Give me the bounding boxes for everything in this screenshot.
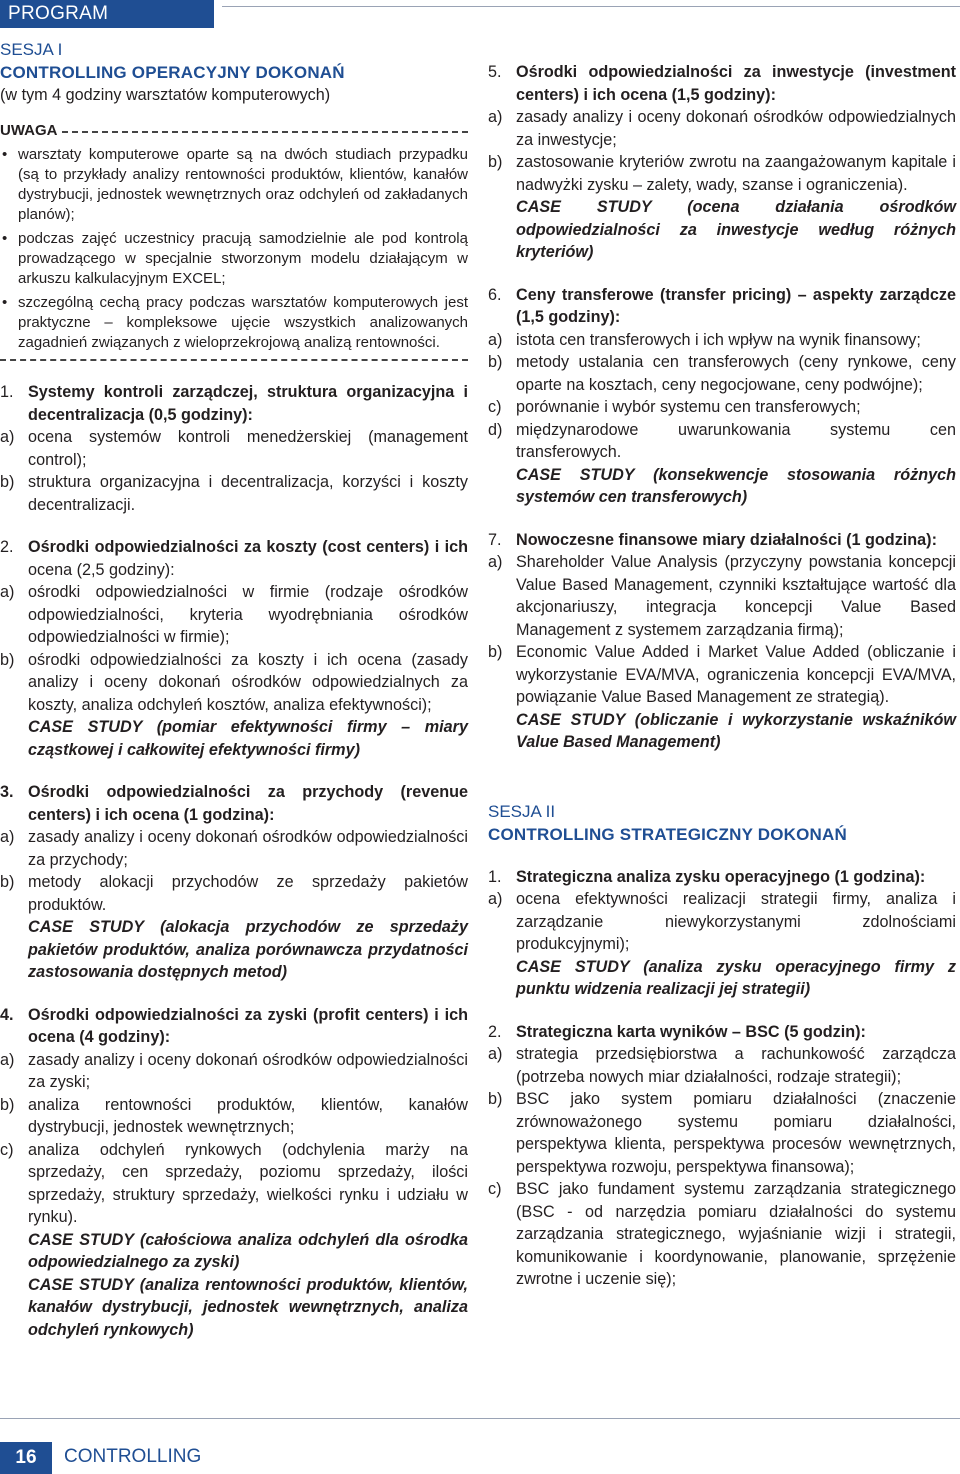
item-text: ocena efektywności realizacji strategii firmy, analiza i zarządzanie niewykorzystanymi zdolnościami produkcyjnymi); xyxy=(516,890,956,953)
item-text: ocena systemów kontroli menedżerskiej (management control); xyxy=(28,428,468,469)
section-number: 6. xyxy=(488,285,502,304)
item-text: analiza rentowności produktów, klientów, kanałów dystrybucji, jednostek wewnętrznych; xyxy=(28,1095,468,1136)
item-label: a) xyxy=(0,428,15,446)
item-label: c) xyxy=(0,1140,14,1159)
section-heading xyxy=(488,529,956,552)
uwaga-dash-bottom xyxy=(0,359,468,361)
sesja-2-label: SESJA II xyxy=(488,801,556,821)
uwaga-header xyxy=(0,121,468,141)
case-study: CASE STUDY (ocena działania ośrodków odpowiedzialności za inwestycje według różnych kryteriów) xyxy=(516,198,956,261)
section-heading xyxy=(488,866,956,889)
footer-rule xyxy=(0,1418,960,1419)
item-text: ośrodki odpowiedzialności w firmie (rodzaje ośrodków odpowiedzialności, kryteria wyodrębniania ośrodków odpowiedzialności w firmie); xyxy=(28,583,468,646)
uwaga-box xyxy=(0,121,468,361)
list-item xyxy=(488,396,956,419)
section-number: 1. xyxy=(488,867,502,886)
uwaga-bullet: • szczególną cechą pracy podczas warsztatów komputerowych jest praktyczne – kompleksowe ujęcie wszystkich analizowanych zagadnień związanych z wieloprzekrojową analizą rentowności. xyxy=(0,293,468,353)
section-2 xyxy=(0,536,468,761)
list-item xyxy=(488,151,956,196)
list-item xyxy=(0,471,468,516)
list-item xyxy=(0,1139,468,1229)
item-label: a) xyxy=(488,890,503,908)
section-number: 1. xyxy=(0,383,14,401)
sesja-1-title: CONTROLLING OPERACYJNY DOKONAŃ xyxy=(0,63,345,82)
item-label: a) xyxy=(0,583,15,601)
item-label: d) xyxy=(488,420,503,439)
list-item xyxy=(488,106,956,151)
section-number: 7. xyxy=(488,530,502,549)
section-title: Ośrodki odpowiedzialności za inwestycje (investment centers) i ich ocena (1,5 godziny): xyxy=(516,63,956,104)
item-label: a) xyxy=(0,1050,15,1069)
section-heading xyxy=(0,381,468,426)
sesja-2-title: CONTROLLING STRATEGICZNY DOKONAŃ xyxy=(488,824,847,844)
item-label: a) xyxy=(488,553,503,571)
section-heading xyxy=(488,284,956,329)
item-text: analiza odchyleń rynkowych (odchylenia marży na sprzedaży, cen sprzedaży, poziomu sprzedaży, ilości sprzedaży, struktury sprzedaży, wielkości rynku i udziału w rynku). xyxy=(28,1140,468,1226)
item-text: metody alokacji przychodów ze sprzedaży pakietów produktów. xyxy=(28,873,468,914)
list-item xyxy=(488,351,956,396)
section-title: Strategiczna analiza zysku operacyjnego (1 godzina): xyxy=(516,867,926,886)
uwaga-title: UWAGA xyxy=(0,122,58,139)
section-title-bold: Ośrodki odpowiedzialności za koszty (cost centers) i ich xyxy=(28,538,468,556)
list-item xyxy=(0,826,468,871)
section-4 xyxy=(0,1004,468,1342)
section-title: Strategiczna karta wyników – BSC (5 godzin): xyxy=(516,1022,866,1041)
sesja-1-label: SESJA I xyxy=(0,40,63,59)
list-item xyxy=(488,1043,956,1088)
item-label: c) xyxy=(488,1180,502,1198)
list-item xyxy=(0,649,468,717)
list-item xyxy=(488,1088,956,1178)
section-number: 5. xyxy=(488,63,502,81)
item-label: b) xyxy=(488,1090,503,1108)
item-label: a) xyxy=(488,108,503,126)
section-number: 2. xyxy=(488,1022,502,1041)
item-text: metody ustalania cen transferowych (ceny rynkowe, ceny oparte na kosztach, ceny negocjowane, ceny podwójne); xyxy=(516,353,956,394)
section-title xyxy=(28,536,468,581)
sesja-2-section-2 xyxy=(488,1021,956,1291)
list-item xyxy=(488,329,956,352)
item-text: porównanie i wybór systemu cen transferowych; xyxy=(516,398,861,416)
right-column xyxy=(488,61,956,1291)
section-heading xyxy=(488,61,956,106)
case-study: CASE STUDY (obliczanie i wykorzystanie wskaźników Value Based Management) xyxy=(516,710,956,751)
section-number: 3. xyxy=(0,783,14,801)
item-label: a) xyxy=(0,828,15,846)
section-number: 4. xyxy=(0,1005,14,1024)
item-label: c) xyxy=(488,398,502,416)
list-item xyxy=(488,888,956,956)
section-1 xyxy=(0,381,468,516)
list-item xyxy=(488,641,956,709)
section-7 xyxy=(488,529,956,754)
section-heading xyxy=(0,536,468,581)
list-item xyxy=(0,871,468,916)
footer-label: CONTROLLING xyxy=(64,1446,202,1467)
item-label: b) xyxy=(488,153,503,171)
case-study: CASE STUDY (pomiar efektywności firmy – miary cząstkowej i całkowitej efektywności firmy) xyxy=(28,718,468,759)
item-label: b) xyxy=(0,1095,15,1114)
item-label: b) xyxy=(0,473,15,491)
uwaga-bullet: • podczas zajęć uczestnicy pracują samodzielnie ale pod kontrolą prowadzącego w specjalnie stworzonym modelu działającym w arkuszu kalkulacyjnym EXCEL; xyxy=(0,229,468,289)
sesja-2-header xyxy=(488,800,956,846)
item-text: zasady analizy i oceny dokonań ośrodków odpowiedzialnych za inwestycje; xyxy=(516,108,956,149)
item-text: istota cen transferowych i ich wpływ na wynik finansowy; xyxy=(516,330,921,349)
item-text: BSC jako fundament systemu zarządzania strategicznego (BSC - od narzędzia pomiaru działalności do systemu zarządzania strategicznego, wyjaśnianie wizji i strategii, komunikowanie i koordynowanie, planowanie, sprzężenie zwrotne i uczenie się); xyxy=(516,1180,956,1288)
item-label: b) xyxy=(0,873,15,891)
item-label: b) xyxy=(488,643,503,661)
item-text: Shareholder Value Analysis (przyczyny powstania koncepcji Value Based Management, czynniki kształtujące wartość dla akcjonariuszy, integracja koncepcji Value Based Management z systemem zarządzania firmą); xyxy=(516,553,956,639)
case-study: CASE STUDY (całościowa analiza odchyleń dla ośrodka odpowiedzialnego za zyski) xyxy=(28,1230,468,1271)
section-title: Systemy kontroli zarządczej, struktura organizacyjna i decentralizacja (0,5 godziny): xyxy=(28,383,468,424)
section-3 xyxy=(0,781,468,984)
list-item xyxy=(0,426,468,471)
item-text: strategia przedsiębiorstwa a rachunkowość zarządcza (potrzeba nowych miar działalności, rodzaje strategii); xyxy=(516,1045,956,1086)
case-study: CASE STUDY (konsekwencje stosowania różnych systemów cen transferowych) xyxy=(516,465,956,506)
header-program-tab xyxy=(0,0,214,28)
section-heading xyxy=(0,781,468,826)
uwaga-dash-top xyxy=(62,131,469,133)
item-label: a) xyxy=(488,330,503,349)
list-item xyxy=(0,1094,468,1139)
page-number-badge: 16 xyxy=(0,1442,52,1474)
item-text: struktura organizacyjna i decentralizacja, korzyści i koszty decentralizacji. xyxy=(28,473,468,514)
uwaga-bullet-list xyxy=(0,145,468,353)
left-column xyxy=(0,38,468,1341)
section-5 xyxy=(488,61,956,264)
item-label: b) xyxy=(488,353,503,371)
case-study: CASE STUDY (analiza rentowności produktów, klientów, kanałów dystrybucji, jednostek wewnętrznych, analiza odchyleń rynkowych) xyxy=(28,1275,468,1339)
case-study: CASE STUDY (analiza zysku operacyjnego firmy z punktu widzenia realizacji jej strategii) xyxy=(516,957,956,998)
item-text: zastosowanie kryteriów zwrotu na zaangażowanym kapitale i nadwyżki zysku – zalety, wady, szanse i ograniczenia). xyxy=(516,153,956,194)
section-heading xyxy=(488,1021,956,1044)
item-text: zasady analizy i oceny dokonań ośrodków odpowiedzialności za przychody; xyxy=(28,828,468,869)
item-text: zasady analizy i oceny dokonań ośrodków odpowiedzialności za zyski; xyxy=(28,1050,468,1091)
item-label: b) xyxy=(0,650,15,669)
item-label: a) xyxy=(488,1045,503,1063)
list-item xyxy=(488,1178,956,1291)
section-heading xyxy=(0,1004,468,1049)
sesja-2-section-1 xyxy=(488,866,956,1001)
section-title-rest: ocena (2,5 godziny): xyxy=(28,560,175,579)
section-title: Ośrodki odpowiedzialności za przychody (revenue centers) i ich ocena (1 godzina): xyxy=(28,783,468,824)
header-rule xyxy=(222,6,960,7)
list-item xyxy=(0,1049,468,1094)
item-text: międzynarodowe uwarunkowania systemu cen transferowych. xyxy=(516,420,956,461)
section-number: 2. xyxy=(0,538,14,556)
section-title: Nowoczesne finansowe miary działalności (1 godzina): xyxy=(516,530,937,549)
item-text: ośrodki odpowiedzialności za koszty i ich ocena (zasady analizy i oceny dokonań ośrodków odpowiedzialnych za koszty, analiza odchyleń kosztów, analiza efektywności); xyxy=(28,650,468,714)
item-text: BSC jako system pomiaru działalności (znaczenie zrównoważonego systemu pomiaru działalności, perspektywa klienta, perspektywa procesów wewnętrznych, perspektywa rozwoju, perspektywa finansowa); xyxy=(516,1090,956,1176)
section-6 xyxy=(488,284,956,509)
sesja-1-subtitle: (w tym 4 godziny warsztatów komputerowych) xyxy=(0,86,331,104)
list-item xyxy=(488,551,956,641)
list-item xyxy=(488,419,956,464)
item-text: Economic Value Added i Market Value Added (obliczanie i wykorzystanie EVA/MVA, ograniczenia koncepcji EVA/MVA, powiązanie Value Based Management ze strategią). xyxy=(516,643,956,706)
section-title: Ośrodki odpowiedzialności za zyski (profit centers) i ich ocena (4 godziny): xyxy=(28,1005,468,1046)
uwaga-bullet: • warsztaty komputerowe oparte są na dwóch studiach przypadku (są to przykłady analizy rentowności produktów, klientów, kanałów dystrybucji, jednostek wewnętrznych oraz odchyleń od zakładanych planów); xyxy=(0,145,468,225)
case-study: CASE STUDY (alokacja przychodów ze sprzedaży pakietów produktów, analiza porównawcza przydatności zastosowania dostępnych metod) xyxy=(28,918,468,981)
header-tab-label: PROGRAM xyxy=(8,3,109,24)
list-item xyxy=(0,581,468,649)
section-title: Ceny transferowe (transfer pricing) – aspekty zarządcze (1,5 godziny): xyxy=(516,285,956,326)
